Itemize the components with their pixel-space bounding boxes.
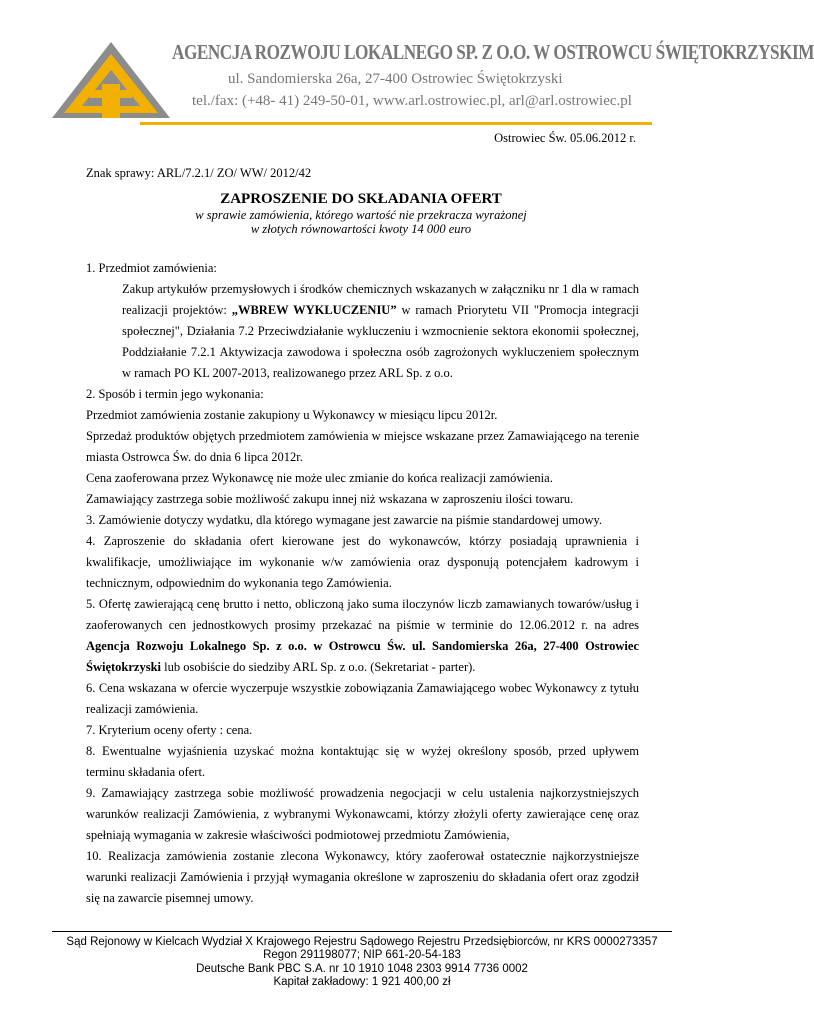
footer-bank-account: Deutsche Bank PBC S.A. nr 10 1910 1048 2303 9914 7736 0002: [196, 962, 528, 975]
section-2-paragraph-4: Zamawiający zastrzega sobie możliwość zakupu innej niż wskazana w zaproszeniu ilości towaru.: [86, 492, 574, 506]
organization-name: AGENCJA ROZWOJU LOKALNEGO SP. Z O.O. W OSTROWCU ŚWIĘTOKRZYSKIM: [172, 40, 814, 64]
organization-contact: tel./fax: (+48- 41) 249-50-01, www.arl.ostrowiec.pl, arl@arl.ostrowiec.pl: [192, 93, 632, 109]
section-5: [86, 594, 639, 678]
footer: [30, 936, 694, 990]
section-2-paragraph-2: Sprzedaż produktów objętych przedmiotem zamówienia w miejsce wskazane przez Zamawiającego na terenie miasta Ostrowca Św. do dnia 6 lipca 2012r.: [86, 429, 639, 464]
section-5-text-b: lub osobiście do siedziby ARL Sp. z o.o. (Sekretariat - parter).: [161, 660, 476, 674]
section-1-heading: 1. Przedmiot zamówienia:: [86, 261, 217, 275]
section-2-heading: 2. Sposób i termin jego wykonania:: [86, 387, 264, 401]
footer-regon-nip: Regon 291198077; NIP 661-20-54-183: [263, 949, 461, 962]
section-2-paragraph-1: Przedmiot zamówienia zostanie zakupiony u Wykonawcy w miesiącu lipcu 2012r.: [86, 408, 498, 422]
arl-triangle-logo-icon: [50, 40, 172, 120]
section-1-text-b: w ramach Priorytetu VII "Promocja integracji społecznej", Działania 7.2 Przeciwdziałanie wykluczeniu i wzmocnienie sektora ekonomii społecznej, Poddziałanie 7.2.1 Aktywizacja zawodowa i społeczna osób zagrożonych wykluczeniem społecznym w ramach PO KL 2007-2013, realizowanego przez ARL Sp. z o.o.: [122, 303, 639, 380]
footer-share-capital: Kapitał zakładowy: 1 921 400,00 zł: [273, 976, 451, 989]
document-title: ZAPROSZENIE DO SKŁADANIA OFERT: [220, 191, 502, 207]
section-9: 9. Zamawiający zastrzega sobie możliwość prowadzenia negocjacji w celu ustalenia najkorzystniejszych warunków realizacji Zamówienia, z wybranymi Wykonawcami, którzy złożyli oferty zawierające cenę oraz spełniają wymagania w zakresie właściwości podmiotowej przedmiotu Zamówienia,: [86, 786, 639, 842]
submission-address: Agencja Rozwoju Lokalnego Sp. z o.o. w Ostrowcu Św. ul. Sandomierska 26a, 27-400 Ostrowiec Świętokrzyski: [86, 639, 639, 674]
section-7: 7. Kryterium oceny oferty : cena.: [86, 723, 253, 737]
title-block: [86, 190, 636, 236]
document-subtitle-line2: w złotych równowartości kwoty 14 000 euro: [250, 222, 472, 236]
section-8: 8. Ewentualne wyjaśnienia uzyskać można kontaktując się w wyżej określony sposób, przed upływem terminu składania ofert.: [86, 744, 639, 779]
letterhead: [0, 0, 814, 130]
header-divider: [140, 122, 652, 125]
organization-address: ul. Sandomierska 26a, 27-400 Ostrowiec Świętokrzyski: [228, 71, 563, 87]
section-2-paragraph-3: Cena zaoferowana przez Wykonawcę nie może ulec zmianie do końca realizacji zamówienia.: [86, 471, 553, 485]
section-1-text: [86, 279, 639, 384]
document-subtitle-line1: w sprawie zamówienia, którego wartość nie przekracza wyrażonej: [195, 208, 527, 222]
document-date: Ostrowiec Św. 05.06.2012 r.: [494, 131, 636, 145]
case-reference: Znak sprawy: ARL/7.2.1/ ZO/ WW/ 2012/42: [86, 166, 312, 180]
section-4: 4. Zaproszenie do składania ofert kierowane jest do wykonawców, którzy posiadają uprawnienia i kwalifikacje, umożliwiające im wykonanie w/w zamówienia oraz dysponują potencjałem kadrowym i technicznym, odpowiednim do wykonania tego Zamówienia.: [86, 534, 639, 590]
footer-court-registry: Sąd Rejonowy w Kielcach Wydział X Krajowego Rejestru Sądowego Rejestru Przedsiębiorców, nr KRS 0000273357: [66, 936, 658, 948]
section-6: 6. Cena wskazana w ofercie wyczerpuje wszystkie zobowiązania Zamawiającego wobec Wykonawcy z tytułu realizacji zamówienia.: [86, 681, 639, 716]
section-1-text-a: Zakup artykułów przemysłowych i środków chemicznych wskazanych w załączniku nr 1 dla w ramach realizacji projektów:: [122, 282, 639, 317]
footer-divider: [52, 931, 672, 932]
section-5-text-a: 5. Ofertę zawierającą cenę brutto i netto, obliczoną jako suma iloczynów liczb zamawianych towarów/usług i zaoferowanych cen jednostkowych prosimy przekazać na piśmie w terminie do 12.06.2012 r. na adres: [86, 597, 639, 632]
section-10: 10. Realizacja zamówienia zostanie zlecona Wykonawcy, który zaoferował ostatecznie najkorzystniejsze warunki realizacji Zamówienia i przyjął wymagania określone w zaproszeniu do składania ofert oraz zgodził się na zawarcie pisemnej umowy.: [86, 849, 639, 905]
document-body: [86, 258, 639, 909]
section-3: 3. Zamówienie dotyczy wydatku, dla którego wymagane jest zawarcie na piśmie standardowej umowy.: [86, 513, 603, 527]
project-name: „WBREW WYKLUCZENIU”: [231, 303, 397, 317]
